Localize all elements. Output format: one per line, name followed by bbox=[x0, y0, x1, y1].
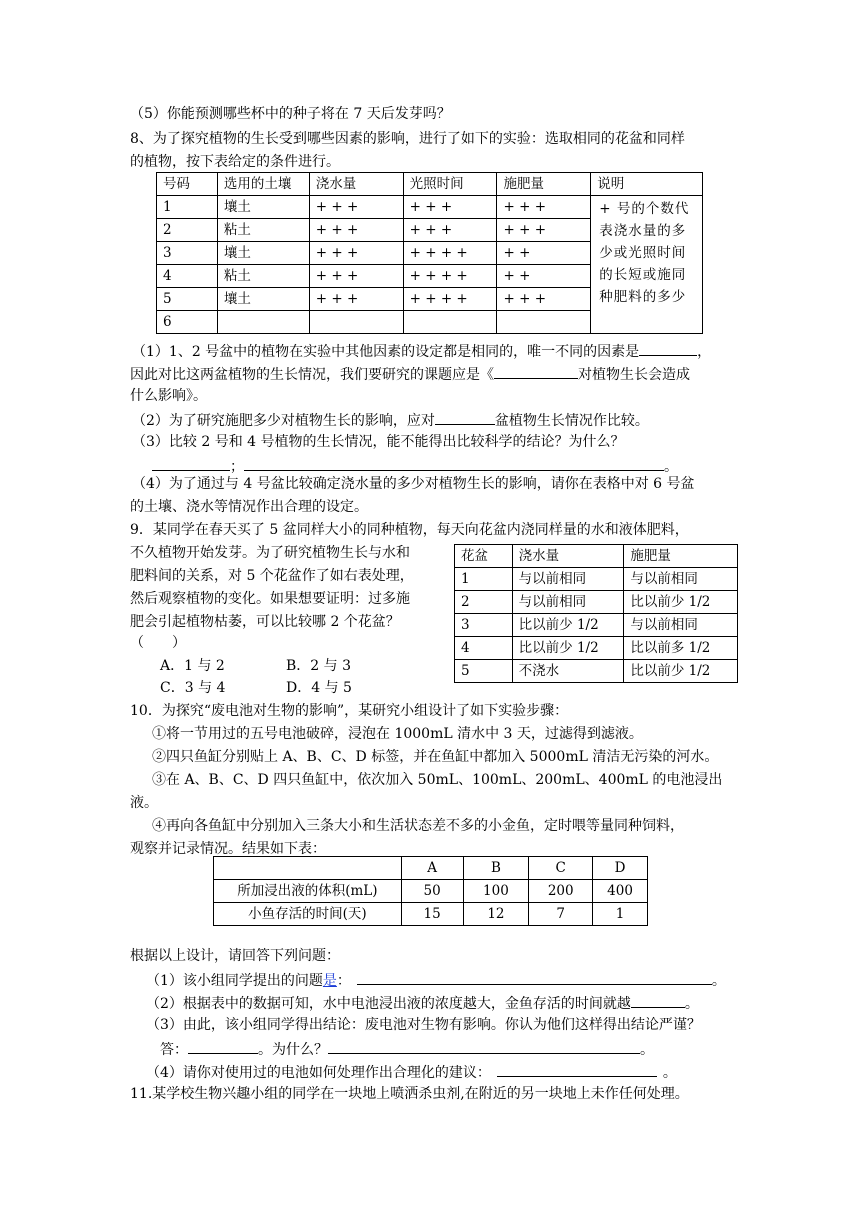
table-cell: 1 bbox=[593, 903, 648, 926]
answer-blank[interactable] bbox=[152, 455, 230, 471]
q8-sub3: （3）比较 2 号和 4 号植物的生长情况，能不能得出比较科学的结论？为什么？ bbox=[132, 434, 625, 450]
header-cell: 浇水量 bbox=[512, 545, 624, 568]
table-cell: + + + bbox=[403, 196, 497, 219]
q8-line2: 的植物，按下表给定的条件进行。 bbox=[130, 154, 340, 170]
table-note: + 号的个数代表浇水量的多少或光照时间的长短或施同种肥料的多少 bbox=[591, 196, 703, 334]
q9-option-b[interactable]: B．2 与 3 bbox=[286, 658, 352, 674]
table-row bbox=[455, 637, 738, 660]
table-cell: 5 bbox=[157, 288, 218, 311]
table-cell: 50 bbox=[401, 880, 463, 903]
q10-sub4 bbox=[146, 1061, 677, 1083]
header-cell: 花盆 bbox=[455, 545, 513, 568]
q10-step4-line2: 观察并记录情况。结果如下表： bbox=[130, 841, 326, 857]
table-row bbox=[214, 903, 648, 926]
header-cell: 选用的土壤 bbox=[217, 173, 309, 196]
q10-sub3: （3）由此，该小组同学得出结论：废电池对生物有影响。你认为他们这样得出结论严谨？ bbox=[146, 1017, 701, 1033]
table-cell: 所加浸出液的体积(mL) bbox=[214, 880, 402, 903]
table-cell: + + bbox=[497, 242, 591, 265]
answer-blank[interactable] bbox=[639, 340, 697, 356]
header-cell: 施肥量 bbox=[624, 545, 738, 568]
table-cell: 3 bbox=[455, 614, 513, 637]
q11-line1: 11.某学校生物兴趣小组的同学在一块地上喷洒杀虫剂,在附近的另一块地上未作任何处理。 bbox=[130, 1086, 689, 1102]
q9-option-c[interactable]: C．3 与 4 bbox=[160, 680, 226, 696]
q9-line3: 肥料间的关系，对 5 个花盆作了如右表处理， bbox=[130, 568, 414, 584]
table-row bbox=[157, 196, 703, 219]
q8-sub2-text: 盆植物生长情况作比较。 bbox=[494, 413, 649, 429]
table-cell: + + + bbox=[403, 219, 497, 242]
q10-step3-line2: 液。 bbox=[130, 795, 158, 811]
table-cell: 5 bbox=[455, 660, 513, 683]
q10-step3-line1: ③在 A、B、C、D 四只鱼缸中，依次加入 50mL、100mL、200mL、400mL 的电池浸出 bbox=[152, 772, 723, 788]
table-row bbox=[455, 614, 738, 637]
table-cell: 比以前多 1/2 bbox=[624, 637, 738, 660]
q9-option-a[interactable]: A．1 与 2 bbox=[160, 658, 225, 674]
q10-link[interactable]: 是 bbox=[322, 973, 337, 989]
q9-line2: 不久植物开始发芽。为了研究植物生长与水和 bbox=[130, 545, 410, 561]
q9-line4: 然后观察植物的变化。如果想要证明：过多施 bbox=[130, 591, 410, 607]
table-cell: 7 bbox=[529, 903, 593, 926]
header-cell: 浇水量 bbox=[309, 173, 403, 196]
table-row bbox=[455, 568, 738, 591]
table-cell: 壤土 bbox=[217, 288, 309, 311]
header-cell: 号码 bbox=[157, 173, 218, 196]
table-cell: + + + bbox=[309, 242, 403, 265]
header-cell: D bbox=[593, 857, 648, 880]
q9-answer-bracket[interactable]: （ ） bbox=[130, 635, 186, 651]
q9-option-d[interactable]: D．4 与 5 bbox=[286, 680, 352, 696]
q8-sub1-line2 bbox=[130, 363, 690, 385]
answer-blank[interactable] bbox=[328, 1038, 640, 1054]
table-row bbox=[455, 660, 738, 683]
table-cell: + + + bbox=[309, 265, 403, 288]
q10-step4-line1: ④再向各鱼缸中分别加入三条大小和生活状态差不多的小金鱼，定时喂等量同种饲料， bbox=[152, 818, 684, 834]
punct: 。 bbox=[640, 1042, 654, 1058]
table-cell: 100 bbox=[463, 880, 529, 903]
q8-line1: 8、为了探究植物的生长受到哪些因素的影响，进行了如下的实验：选取相同的花盆和同样 bbox=[130, 131, 685, 147]
table-cell: 壤土 bbox=[217, 242, 309, 265]
q9-line5: 肥会引起植物枯萎，可以比较哪 2 个花盆？ bbox=[130, 614, 400, 630]
table-header-row bbox=[214, 857, 648, 880]
table-header-row bbox=[157, 173, 703, 196]
header-cell: 光照时间 bbox=[403, 173, 497, 196]
table-cell: 比以前少 1/2 bbox=[624, 660, 738, 683]
table-cell[interactable] bbox=[217, 311, 309, 334]
table-cell: + + + bbox=[497, 219, 591, 242]
q7-sub5: （5）你能预测哪些杯中的种子将在 7 天后发芽吗？ bbox=[130, 106, 451, 122]
punct: ， bbox=[697, 344, 712, 360]
table-cell: + + + bbox=[309, 288, 403, 311]
header-cell: C bbox=[529, 857, 593, 880]
answer-blank[interactable] bbox=[435, 409, 495, 425]
table-cell: 壤土 bbox=[217, 196, 309, 219]
table-cell: 与以前相同 bbox=[624, 614, 738, 637]
q10-intro: 根据以上设计，请回答下列问题： bbox=[130, 948, 340, 964]
q10-sub2-text: （2）根据表中的数据可知，水中电池浸出液的浓度越大，金鱼存活的时间就越 bbox=[146, 996, 631, 1012]
punct: ： bbox=[336, 973, 351, 989]
table-cell: 12 bbox=[463, 903, 529, 926]
q8-sub1-text: （1）1、2 号盆中的植物在实验中其他因素的设定都是相同的，唯一不同的因素是 bbox=[132, 344, 640, 360]
table-cell: 与以前相同 bbox=[624, 568, 738, 591]
header-cell: A bbox=[401, 857, 463, 880]
table-cell: 15 bbox=[401, 903, 463, 926]
header-cell: 说明 bbox=[591, 173, 703, 196]
table-header-row bbox=[455, 545, 738, 568]
q8-sub2-text: （2）为了研究施肥多少对植物生长的影响，应对 bbox=[132, 413, 435, 429]
table-cell: 1 bbox=[455, 568, 513, 591]
q8-sub1-line1 bbox=[132, 340, 711, 362]
q8-sub1-text: 因此对比这两盆植物的生长情况，我们要研究的课题应是《 bbox=[130, 367, 494, 383]
table-cell: + + + bbox=[497, 196, 591, 219]
table-cell: 不浇水 bbox=[512, 660, 624, 683]
q8-sub1-text: 对植物生长会造成 bbox=[578, 367, 690, 383]
table-cell: + + + bbox=[309, 219, 403, 242]
table-cell: 与以前相同 bbox=[512, 591, 624, 614]
punct: 。 bbox=[684, 996, 699, 1012]
table-cell: + + + bbox=[497, 288, 591, 311]
table-cell: 粘土 bbox=[217, 219, 309, 242]
table-cell: 小鱼存活的时间(天) bbox=[214, 903, 402, 926]
table-cell: 6 bbox=[157, 311, 218, 334]
q10-step2: ②四只鱼缸分别贴上 A、B、C、D 标签，并在鱼缸中都加入 5000mL 清洁无污染的河水。 bbox=[152, 749, 719, 765]
answer-blank[interactable] bbox=[497, 1061, 657, 1077]
q9-line1: 9．某同学在春天买了 5 盆同样大小的同种植物，每天向花盆内浇同样量的水和液体肥料， bbox=[130, 522, 689, 538]
table-cell: 1 bbox=[157, 196, 218, 219]
q8-sub4-line2: 的土壤、浇水等情况作出合理的设定。 bbox=[130, 499, 368, 515]
q10-sub2 bbox=[146, 992, 699, 1014]
answer-blank[interactable] bbox=[244, 455, 664, 471]
table-cell: 与以前相同 bbox=[512, 568, 624, 591]
header-cell bbox=[214, 857, 402, 880]
punct: 。 bbox=[711, 973, 726, 989]
answer-blank[interactable] bbox=[357, 969, 712, 985]
q10-sub3-text: 。为什么？ bbox=[258, 1042, 328, 1058]
answer-blank[interactable] bbox=[188, 1038, 258, 1054]
q10-sub1-text: （1）该小组同学提出的问题 bbox=[146, 973, 323, 989]
table-cell: 4 bbox=[157, 265, 218, 288]
table-cell: + + + + bbox=[403, 242, 497, 265]
table-row bbox=[455, 591, 738, 614]
q8-sub4-line1: （4）为了通过与 4 号盆比较确定浇水量的多少对植物生长的影响，请你在表格中对 6 号盆 bbox=[132, 476, 695, 492]
table-cell: 4 bbox=[455, 637, 513, 660]
q8-table bbox=[156, 172, 703, 334]
table-cell: 比以前少 1/2 bbox=[624, 591, 738, 614]
table-cell: 2 bbox=[455, 591, 513, 614]
answer-blank[interactable] bbox=[631, 992, 685, 1008]
q10-table bbox=[213, 856, 648, 926]
q8-sub2 bbox=[132, 409, 649, 431]
q10-step1: ①将一节用过的五号电池破碎，浸泡在 1000mL 清水中 3 天，过滤得到滤液。 bbox=[152, 726, 643, 742]
q10-sub3-answer bbox=[160, 1038, 654, 1060]
q10-line1: 10．为探究“废电池对生物的影响”，某研究小组设计了如下实验步骤： bbox=[130, 703, 569, 719]
table-cell: 粘土 bbox=[217, 265, 309, 288]
table-cell: + + + + bbox=[403, 288, 497, 311]
punct: ； bbox=[230, 459, 244, 475]
table-row bbox=[214, 880, 648, 903]
q8-sub1-line3: 什么影响》。 bbox=[130, 388, 207, 404]
table-cell: 比以前少 1/2 bbox=[512, 614, 624, 637]
q10-sub3-label: 答： bbox=[160, 1042, 188, 1058]
table-cell[interactable] bbox=[309, 311, 403, 334]
table-cell[interactable] bbox=[403, 311, 497, 334]
q10-sub1 bbox=[146, 969, 726, 991]
q9-table bbox=[454, 544, 738, 683]
table-cell: 3 bbox=[157, 242, 218, 265]
header-cell: B bbox=[463, 857, 529, 880]
table-cell: + + + + bbox=[403, 265, 497, 288]
table-cell: + + + bbox=[309, 196, 403, 219]
table-cell: 400 bbox=[593, 880, 648, 903]
table-cell: 200 bbox=[529, 880, 593, 903]
table-cell[interactable] bbox=[497, 311, 591, 334]
punct: 。 bbox=[664, 459, 678, 475]
header-cell: 施肥量 bbox=[497, 173, 591, 196]
answer-blank[interactable] bbox=[494, 363, 578, 379]
table-cell: 2 bbox=[157, 219, 218, 242]
punct: 。 bbox=[662, 1065, 677, 1081]
table-cell: 比以前少 1/2 bbox=[512, 637, 624, 660]
q10-sub4-text: （4）请你对使用过的电池如何处理作出合理化的建议： bbox=[146, 1065, 491, 1081]
table-cell: + + bbox=[497, 265, 591, 288]
